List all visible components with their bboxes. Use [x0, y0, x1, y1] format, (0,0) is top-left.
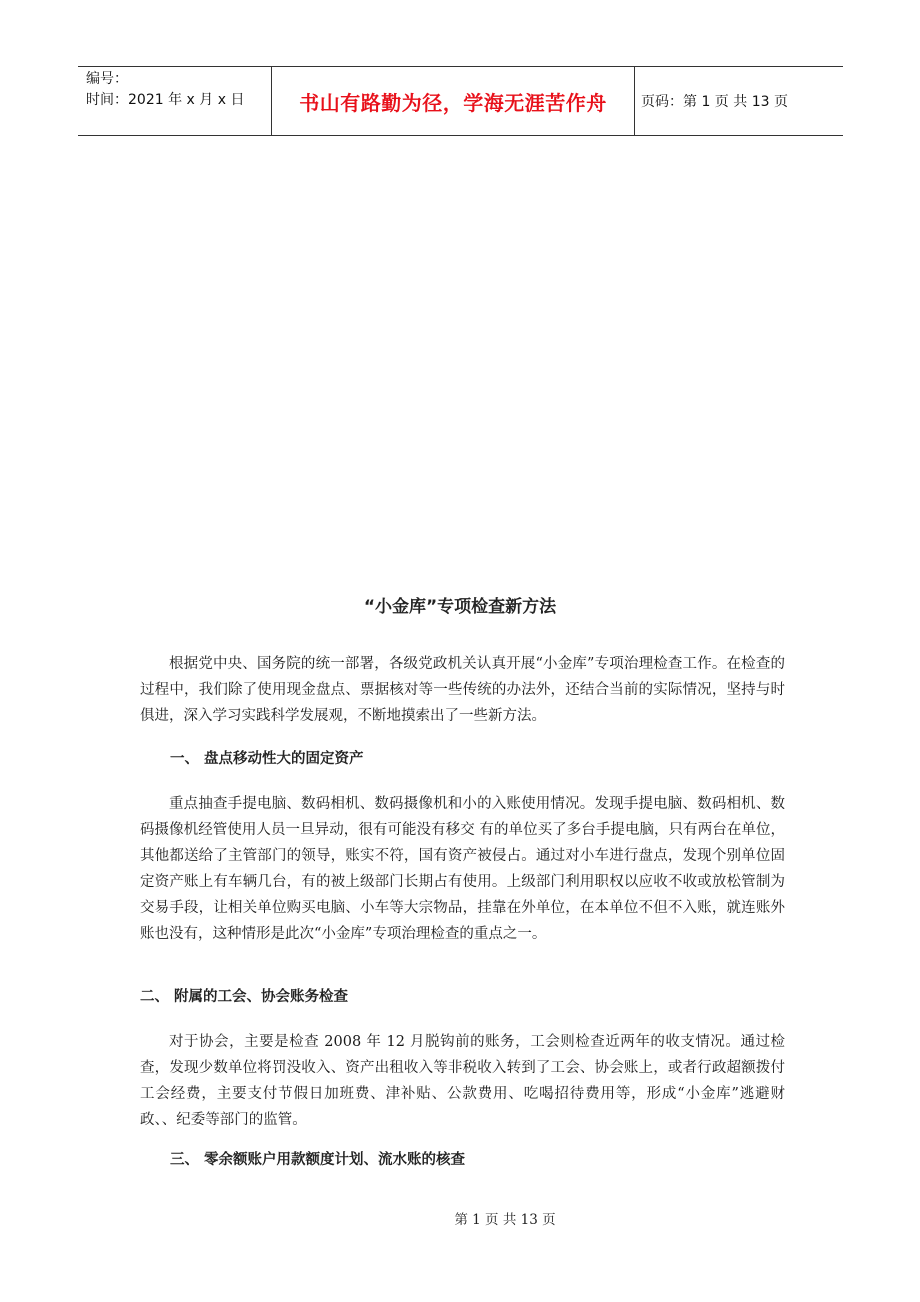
document-title: “小金库”专项检查新方法: [363, 597, 557, 617]
header-meta: [78, 67, 272, 135]
header-table: [78, 66, 843, 136]
section-heading-1: 一、 盘点移动性大的固定资产: [170, 751, 364, 767]
time-label: 时间：2021 年 x 月 x 日: [86, 92, 245, 108]
section-paragraph-1: 重点抽查手提电脑、数码相机、数码摄像机和小的入账使用情况。发现手提电脑、数码相机、数码摄像机经管使用人员一旦异动，很有可能没有移交 有的单位买了多台手提电脑，只有两台在单位，其他都送给了主管部门的领导，账实不符，国有资产被侵占。通过对小车进行盘点，发现个别单位固定资产账上有车辆几台，有的被上级部门长期占有使用。上级部门利用职权以应收不收或放松管制为交易手段，让相关单位购买电脑、小车等大宗物品，挂靠在外单位，在本单位不但不入账，就连账外账也没有，这种情形是此次“小金库”专项治理检查的重点之一。: [140, 796, 785, 942]
section-paragraph-2: 对于协会，主要是检查 2008 年 12 月脱钩前的账务，工会则检查近两年的收支情况。通过检查，发现少数单位将罚没收入、资产出租收入等非税收入转到了工会、协会账上，或者行政超额拨付工会经费，主要支付节假日加班费、津补贴、公款费用、吃喝招待费用等，形成“小金库”逃避财政、、纪委等部门的监管。: [140, 1034, 785, 1128]
page-footer: 第 1 页 共 13 页: [454, 1212, 556, 1228]
serial-label: 编号：: [86, 71, 128, 87]
header-page-info: 页码：第 1 页 共 13 页: [641, 94, 788, 110]
section-heading-3: 三、 零余额账户用款额度计划、流水账的核查: [170, 1152, 466, 1168]
section-heading-2: 二、 附属的工会、协会账务检查: [140, 989, 349, 1005]
header-motto: 书山有路勤为径，学海无涯苦作舟: [272, 67, 635, 135]
intro-paragraph: 根据党中央、国务院的统一部署，各级党政机关认真开展“小金库”专项治理检查工作。在检查的过程中，我们除了使用现金盘点、票据核对等一些传统的办法外，还结合当前的实际情况，坚持与时俱进，深入学习实践科学发展观，不断地摸索出了一些新方法。: [140, 656, 785, 724]
